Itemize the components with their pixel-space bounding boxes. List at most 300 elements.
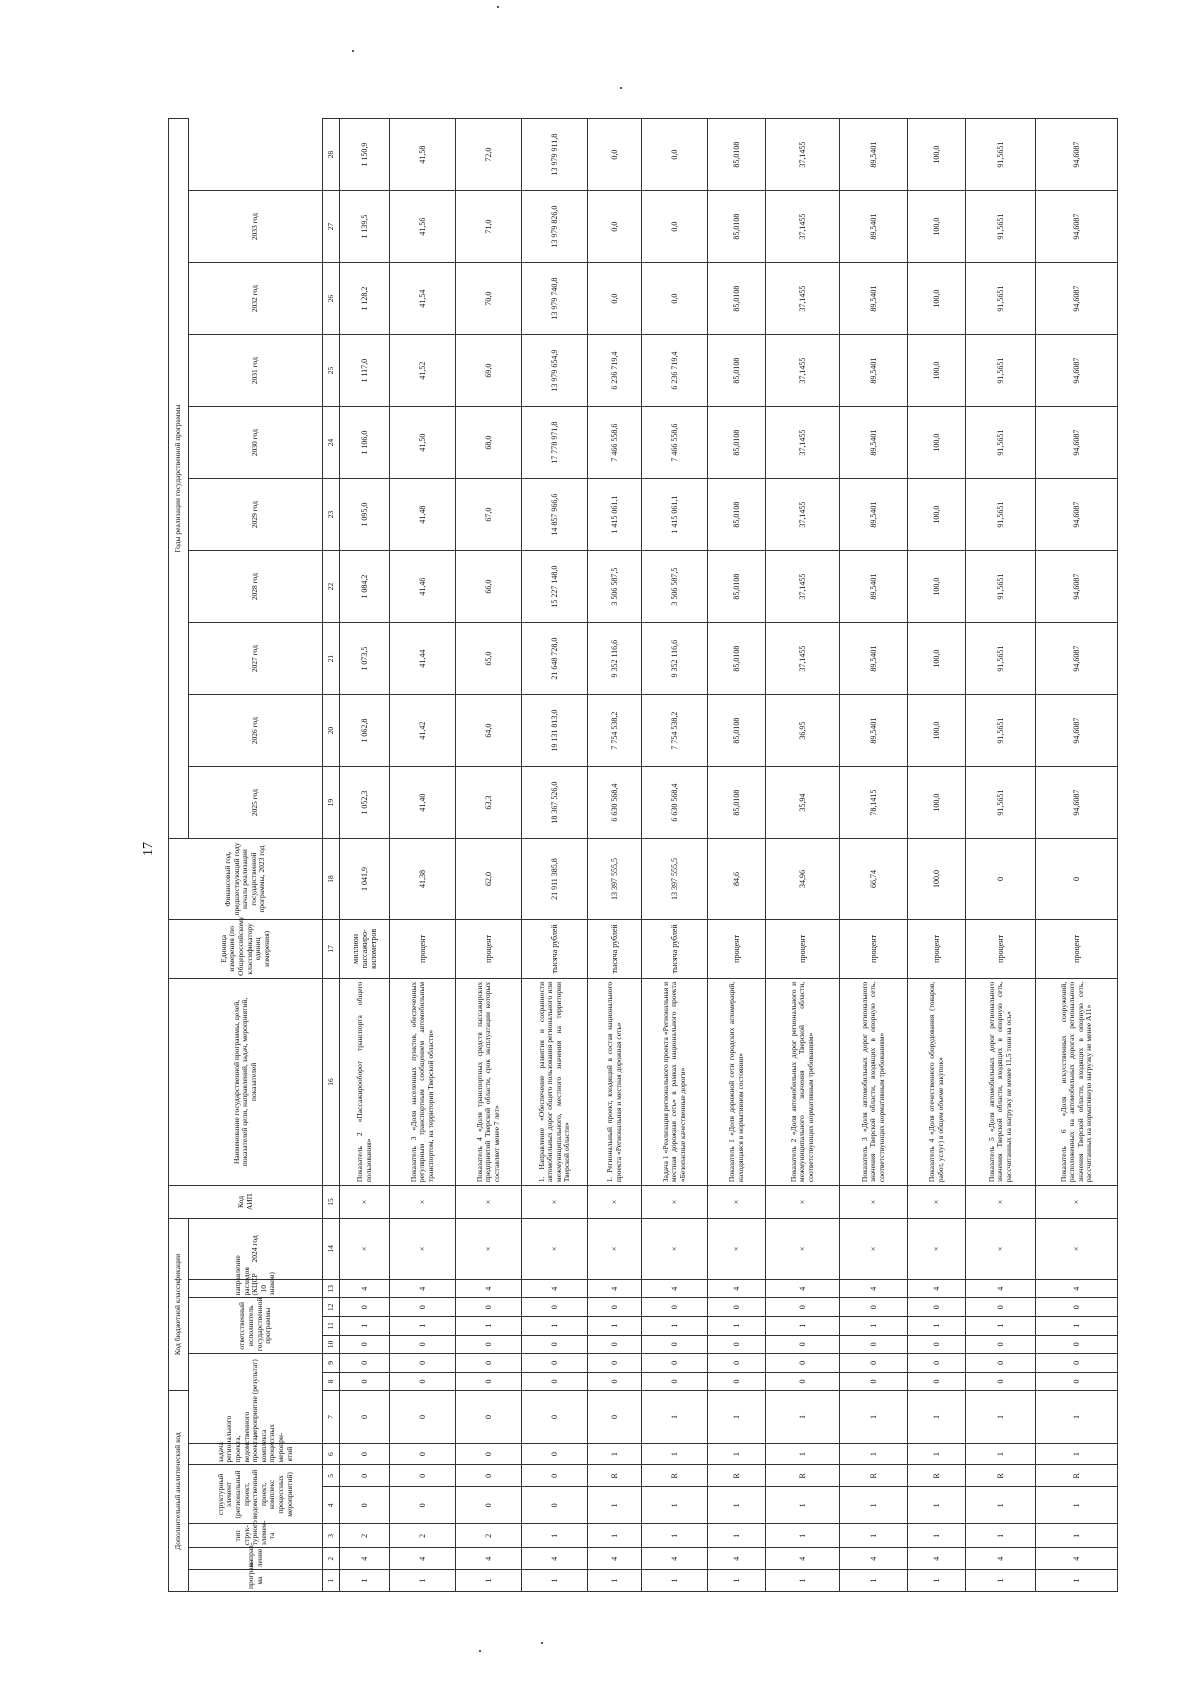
indicator-name-cell: Показатель 4 «Доля транспортных средств пассажирских предприятий Тверской области, срок эксплуатации которых составляет менее 7 лет»	[456, 978, 522, 1185]
scan-speck	[479, 1650, 481, 1652]
code-cell: 4	[766, 1548, 840, 1570]
value-cell: 3 506 587,5	[588, 551, 642, 623]
code-cell: 1	[966, 1391, 1036, 1443]
indicator-name-cell: Показатель 4 «Доля отечественного оборудования (товаров, работ, услуг) в общем объеме закупок»	[908, 978, 966, 1185]
code-cell: 0	[840, 1372, 908, 1391]
indicator-name-cell: Показатель 2 «Пассажирооборот транспорта общего пользования»	[340, 978, 390, 1185]
code-cell: 1	[1036, 1524, 1118, 1548]
value-cell: 1 062,8	[340, 695, 390, 767]
col-number: 3	[323, 1524, 340, 1548]
value-cell: 69,0	[456, 335, 522, 407]
value-cell: 13 979 740,8	[522, 263, 588, 335]
code-cell: 4	[588, 1279, 642, 1298]
value-cell: 41,54	[390, 263, 456, 335]
value-cell: 72,0	[456, 119, 522, 191]
code-cell: 1	[840, 1317, 908, 1336]
value-cell: 9 352 116,6	[642, 623, 708, 695]
code-cell: R	[1036, 1465, 1118, 1487]
code-cell: 2	[390, 1524, 456, 1548]
code-cell: 0	[340, 1443, 390, 1465]
code-cell: 0	[1036, 1298, 1118, 1317]
code-cell: 1	[766, 1317, 840, 1336]
value-cell: 7 754 538,2	[588, 695, 642, 767]
value-cell: 91,5651	[966, 623, 1036, 695]
code-cell: 4	[1036, 1279, 1118, 1298]
name-header: Наименование государственной программы, целей, показателей цели, направлений, задач, мероприятий, показателей	[169, 978, 323, 1185]
column-number-row	[323, 119, 340, 1592]
value-cell: 94,6087	[1036, 263, 1118, 335]
value-cell: 41,42	[390, 695, 456, 767]
code-cell: 1	[522, 1524, 588, 1548]
code-cell: R	[588, 1465, 642, 1487]
code-cell: ×	[340, 1218, 390, 1279]
value-cell: 0,0	[588, 119, 642, 191]
value-cell: 85,0108	[708, 551, 766, 623]
table-body	[340, 119, 1118, 1592]
value-cell: 100,0	[908, 623, 966, 695]
col-number: 28	[323, 119, 340, 191]
value-cell: 62,0	[456, 839, 522, 920]
value-cell: 68,0	[456, 407, 522, 479]
scan-speck	[497, 6, 499, 8]
value-cell: 78,1415	[840, 767, 908, 839]
code-cell: 0	[340, 1391, 390, 1443]
code-cell: 1	[908, 1443, 966, 1465]
value-cell: 1 415 061,1	[588, 479, 642, 551]
code-cell: 1	[1036, 1317, 1118, 1336]
code-cell: ×	[908, 1218, 966, 1279]
value-cell: 94,6087	[1036, 551, 1118, 623]
value-cell: 89,5401	[840, 407, 908, 479]
code-cell: 4	[390, 1279, 456, 1298]
code-cell: 2	[340, 1524, 390, 1548]
code-cell: 4	[340, 1548, 390, 1570]
code-cell: 0	[1036, 1335, 1118, 1354]
col-number: 26	[323, 263, 340, 335]
code-cell: 1	[588, 1487, 642, 1524]
code-cell: 0	[908, 1298, 966, 1317]
code-cell: 1	[766, 1524, 840, 1548]
value-cell: 37,1455	[766, 263, 840, 335]
code-cell: 1	[588, 1443, 642, 1465]
code-cell: 0	[588, 1298, 642, 1317]
code-cell: ×	[390, 1186, 456, 1219]
rotated-page	[168, 118, 1093, 1592]
value-cell: 91,5651	[966, 263, 1036, 335]
code-cell: ×	[840, 1218, 908, 1279]
table-row	[642, 119, 708, 1592]
code-cell: 1	[390, 1570, 456, 1592]
value-cell: 0	[1036, 839, 1118, 920]
code-cell: ×	[390, 1218, 456, 1279]
code-cell: ×	[340, 1186, 390, 1219]
code-cell: R	[766, 1465, 840, 1487]
col-number: 12	[323, 1298, 340, 1317]
programma-header: програм-ма	[189, 1570, 323, 1592]
value-cell: 0,0	[588, 191, 642, 263]
unit-cell: процент	[390, 919, 456, 978]
code-cell: 0	[642, 1372, 708, 1391]
code-cell: 0	[522, 1465, 588, 1487]
unit-cell: процент	[456, 919, 522, 978]
code-cell: 0	[456, 1298, 522, 1317]
napravlenie-header: направ-ление	[189, 1548, 323, 1570]
col-number: 24	[323, 407, 340, 479]
zadacha-header: задача регионального проекта, ведомственного проекта, комплекса процессных меропри-ятий	[189, 1443, 323, 1465]
code-cell: R	[966, 1465, 1036, 1487]
year-header: 2029 год	[189, 479, 323, 551]
value-cell: 85,0108	[708, 407, 766, 479]
code-cell: 4	[522, 1548, 588, 1570]
meropriyatie-header: мероприятие (результат)	[189, 1354, 323, 1444]
value-cell: 0,0	[642, 191, 708, 263]
code-cell: 0	[456, 1443, 522, 1465]
value-cell: 94,6087	[1036, 695, 1118, 767]
code-cell: ×	[588, 1218, 642, 1279]
code-cell: 1	[708, 1524, 766, 1548]
code-cell: ×	[456, 1186, 522, 1219]
code-cell: 1	[588, 1570, 642, 1592]
value-cell: 1 128,2	[340, 263, 390, 335]
ispolnitel-header: ответственный исполнитель государственной программы	[189, 1298, 323, 1354]
code-cell: ×	[908, 1186, 966, 1219]
year-header: 2033 год	[189, 191, 323, 263]
code-cell: 1	[908, 1317, 966, 1336]
code-cell: 4	[708, 1279, 766, 1298]
value-cell: 41,48	[390, 479, 456, 551]
value-cell: 91,5651	[966, 767, 1036, 839]
value-cell: 85,0108	[708, 263, 766, 335]
col-number: 9	[323, 1354, 340, 1373]
value-cell: 37,1455	[766, 479, 840, 551]
code-cell: 0	[340, 1372, 390, 1391]
code-cell: 4	[840, 1548, 908, 1570]
code-cell: 0	[908, 1354, 966, 1373]
code-cell: 0	[522, 1335, 588, 1354]
value-cell: 1 415 061,1	[642, 479, 708, 551]
code-cell: 1	[456, 1317, 522, 1336]
col-number: 18	[323, 839, 340, 920]
value-cell: 85,0108	[708, 767, 766, 839]
code-cell: ×	[708, 1218, 766, 1279]
value-cell: 100,0	[908, 551, 966, 623]
value-cell: 70,0	[456, 263, 522, 335]
col-number: 16	[323, 978, 340, 1185]
value-cell: 94,6087	[1036, 407, 1118, 479]
code-cell: ×	[966, 1186, 1036, 1219]
value-cell: 89,5401	[840, 263, 908, 335]
value-cell: 18 367 526,0	[522, 767, 588, 839]
col-number: 22	[323, 551, 340, 623]
code-cell: 1	[708, 1317, 766, 1336]
unit-cell: процент	[1036, 919, 1118, 978]
value-cell: 1 052,3	[340, 767, 390, 839]
budget-code-header: Код бюджетной классификации	[169, 1218, 189, 1390]
value-cell: 65,0	[456, 623, 522, 695]
code-cell: ×	[708, 1186, 766, 1219]
value-cell: 64,0	[456, 695, 522, 767]
code-cell: ×	[1036, 1218, 1118, 1279]
table-row	[1036, 119, 1118, 1592]
unit-cell: процент	[966, 919, 1036, 978]
code-cell: 1	[642, 1443, 708, 1465]
code-cell: 0	[908, 1335, 966, 1354]
year-header: 2024 год	[189, 1218, 323, 1279]
code-cell: 0	[642, 1354, 708, 1373]
code-cell: 2	[456, 1524, 522, 1548]
table-row	[708, 119, 766, 1592]
code-cell: 4	[456, 1548, 522, 1570]
code-cell: 1	[588, 1317, 642, 1336]
code-cell: ×	[522, 1218, 588, 1279]
code-cell: 0	[840, 1335, 908, 1354]
value-cell: 85,0108	[708, 479, 766, 551]
unit-cell: процент	[908, 919, 966, 978]
col-number: 10	[323, 1335, 340, 1354]
code-cell: 0	[766, 1298, 840, 1317]
value-cell: 91,5651	[966, 695, 1036, 767]
value-cell: 89,5401	[840, 335, 908, 407]
value-cell: 6 630 568,4	[588, 767, 642, 839]
col-number: 13	[323, 1279, 340, 1298]
value-cell: 89,5401	[840, 191, 908, 263]
value-cell: 21 911 385,8	[522, 839, 588, 920]
scan-speck	[352, 50, 354, 52]
value-cell: 7 466 558,6	[588, 407, 642, 479]
code-cell: ×	[522, 1186, 588, 1219]
code-cell: 0	[340, 1335, 390, 1354]
code-cell: 0	[588, 1372, 642, 1391]
value-cell: 94,6087	[1036, 479, 1118, 551]
value-cell: 1 139,5	[340, 191, 390, 263]
code-cell: 0	[390, 1487, 456, 1524]
code-cell: 4	[642, 1548, 708, 1570]
unit-cell: миллион пассажиро-километров	[340, 919, 390, 978]
code-cell: 0	[456, 1465, 522, 1487]
code-cell: 1	[642, 1391, 708, 1443]
table-row	[840, 119, 908, 1592]
code-cell: 1	[708, 1487, 766, 1524]
value-cell: 0	[966, 839, 1036, 920]
value-cell: 85,0108	[708, 623, 766, 695]
code-cell: 1	[840, 1487, 908, 1524]
code-cell: 0	[766, 1372, 840, 1391]
code-cell: 1	[642, 1487, 708, 1524]
code-cell: 0	[522, 1443, 588, 1465]
code-cell: 4	[642, 1279, 708, 1298]
year-header: 2025 год	[189, 767, 323, 839]
col-number: 17	[323, 919, 340, 978]
code-cell: 1	[708, 1391, 766, 1443]
code-cell: 4	[908, 1279, 966, 1298]
col-number: 25	[323, 335, 340, 407]
code-cell: 0	[966, 1372, 1036, 1391]
code-cell: ×	[456, 1218, 522, 1279]
code-cell: 0	[390, 1465, 456, 1487]
col-number: 27	[323, 191, 340, 263]
code-cell: 1	[522, 1317, 588, 1336]
value-cell: 0,0	[588, 263, 642, 335]
value-cell: 7 466 558,6	[642, 407, 708, 479]
indicator-name-cell: 1. Направление «Обеспечение развития и сохранности автомобильных дорог общего пользования регионального или межмуниципального, местного значения на территории Тверской области»	[522, 978, 588, 1185]
code-cell: 0	[390, 1372, 456, 1391]
code-cell: 0	[908, 1372, 966, 1391]
col-number: 20	[323, 695, 340, 767]
value-cell: 100,0	[908, 407, 966, 479]
col-number: 21	[323, 623, 340, 695]
code-cell: 4	[390, 1548, 456, 1570]
indicator-name-cell: Показатель 2 «Доля автомобильных дорог регионального и межмуниципального значения Тверской области, соответствующих нормативным требованиям»	[766, 978, 840, 1185]
value-cell: 35,94	[766, 767, 840, 839]
code-cell: 1	[908, 1570, 966, 1592]
unit-cell: процент	[708, 919, 766, 978]
table-row	[522, 119, 588, 1592]
value-cell: 14 857 966,6	[522, 479, 588, 551]
code-cell: 4	[908, 1548, 966, 1570]
value-cell: 89,5401	[840, 695, 908, 767]
code-cell: 1	[966, 1317, 1036, 1336]
code-cell: 4	[522, 1279, 588, 1298]
value-cell: 1 073,5	[340, 623, 390, 695]
code-cell: 1	[1036, 1487, 1118, 1524]
indicator-name-cell: Задача 1 «Реализация регионального проекта «Региональная и местная дорожная сеть» в рамках национального проекта «Безопасные качественные дороги»	[642, 978, 708, 1185]
col-number: 5	[323, 1465, 340, 1487]
code-cell: 0	[708, 1372, 766, 1391]
value-cell: 89,5401	[840, 479, 908, 551]
indicator-name-cell: 1. Региональный проект, входящий в состав национального проекта «Региональная и местная дорожная сеть»	[588, 978, 642, 1185]
code-cell: 0	[1036, 1354, 1118, 1373]
value-cell: 91,5651	[966, 191, 1036, 263]
code-cell: 1	[588, 1524, 642, 1548]
code-cell: R	[642, 1465, 708, 1487]
unit-cell: процент	[766, 919, 840, 978]
code-cell: 1	[390, 1317, 456, 1336]
napravlenie-rashodov-header: направление расходов (КЦСР 10 знаков)	[189, 1279, 323, 1298]
value-cell: 100,0	[908, 479, 966, 551]
fin-year-header: Финансовый год, предшествующий году начала реализации государственной программы, 2023 год	[169, 839, 323, 920]
value-cell: 17 778 971,8	[522, 407, 588, 479]
code-cell: 0	[766, 1335, 840, 1354]
code-cell: 1	[766, 1443, 840, 1465]
code-cell: 0	[522, 1487, 588, 1524]
code-cell: 0	[588, 1354, 642, 1373]
table-row	[456, 119, 522, 1592]
code-cell: 4	[1036, 1548, 1118, 1570]
col-number: 6	[323, 1443, 340, 1465]
value-cell: 100,0	[908, 335, 966, 407]
year-header: 2027 год	[189, 623, 323, 695]
value-cell: 41,56	[390, 191, 456, 263]
code-cell: 0	[966, 1335, 1036, 1354]
value-cell: 41,46	[390, 551, 456, 623]
value-cell: 6 630 568,4	[642, 767, 708, 839]
code-cell: 0	[966, 1298, 1036, 1317]
code-cell: 0	[340, 1354, 390, 1373]
code-cell: 1	[708, 1443, 766, 1465]
value-cell: 91,5651	[966, 551, 1036, 623]
code-cell: 0	[642, 1335, 708, 1354]
code-cell: 4	[588, 1548, 642, 1570]
code-cell: 1	[642, 1317, 708, 1336]
code-cell: 0	[708, 1335, 766, 1354]
value-cell: 37,1455	[766, 335, 840, 407]
code-cell: 1	[1036, 1570, 1118, 1592]
code-cell: 1	[908, 1524, 966, 1548]
code-cell: ×	[642, 1186, 708, 1219]
year-header: 2030 год	[189, 407, 323, 479]
years-group-header: Годы реализации государственной программы	[169, 119, 189, 839]
table-row	[966, 119, 1036, 1592]
table-row	[340, 119, 390, 1592]
value-cell: 9 352 116,6	[588, 623, 642, 695]
dop-code-header: Дополнительный аналитический код	[169, 1391, 189, 1592]
value-cell: 94,6087	[1036, 335, 1118, 407]
value-cell: 100,0	[908, 119, 966, 191]
code-cell: 1	[340, 1570, 390, 1592]
code-cell: 1	[766, 1391, 840, 1443]
value-cell: 37,1455	[766, 119, 840, 191]
col-number: 7	[323, 1391, 340, 1443]
indicator-name-cell: Показатель 3 «Доля населенных пунктов, обеспеченных регулярным транспортным сообщением автомобильным транспортом, на территории Тверской области»	[390, 978, 456, 1185]
code-cell: 4	[340, 1279, 390, 1298]
code-cell: 1	[966, 1443, 1036, 1465]
code-cell: 1	[840, 1570, 908, 1592]
value-cell: 15 227 148,0	[522, 551, 588, 623]
code-cell: 1	[966, 1524, 1036, 1548]
value-cell: 13 979 911,8	[522, 119, 588, 191]
value-cell: 63,3	[456, 767, 522, 839]
unit-cell: тысяча рублей	[588, 919, 642, 978]
value-cell: 41,44	[390, 623, 456, 695]
code-cell: ×	[588, 1186, 642, 1219]
year-header: 2026 год	[189, 695, 323, 767]
value-cell: 100,0	[908, 839, 966, 920]
value-cell: 91,5651	[966, 119, 1036, 191]
tip-header: тип струк-турного элемен-та	[189, 1524, 323, 1548]
code-cell: 1	[1036, 1443, 1118, 1465]
code-cell: ×	[840, 1186, 908, 1219]
code-cell: 0	[390, 1298, 456, 1317]
code-cell: ×	[1036, 1186, 1118, 1219]
value-cell: 94,6087	[1036, 191, 1118, 263]
value-cell: 91,5651	[966, 407, 1036, 479]
value-cell: 1 150,9	[340, 119, 390, 191]
value-cell: 1 117,0	[340, 335, 390, 407]
value-cell: 41,58	[390, 119, 456, 191]
code-cell: 1	[340, 1317, 390, 1336]
value-cell: 100,0	[908, 695, 966, 767]
code-cell: R	[840, 1465, 908, 1487]
code-cell: 4	[456, 1279, 522, 1298]
code-cell: 0	[966, 1354, 1036, 1373]
value-cell: 1 106,0	[340, 407, 390, 479]
code-cell: R	[708, 1465, 766, 1487]
table-row	[588, 119, 642, 1592]
code-cell: 1	[642, 1524, 708, 1548]
value-cell: 71,0	[456, 191, 522, 263]
code-cell: 1	[840, 1391, 908, 1443]
col-number: 2	[323, 1548, 340, 1570]
code-cell: 1	[456, 1570, 522, 1592]
value-cell: 3 506 587,5	[642, 551, 708, 623]
code-cell: 0	[708, 1298, 766, 1317]
value-cell: 13 979 654,9	[522, 335, 588, 407]
code-cell: 0	[456, 1335, 522, 1354]
indicator-name-cell: Показатель 1 «Доля дорожной сети городских агломераций, находящаяся в нормативном состоянии»	[708, 978, 766, 1185]
code-cell: 1	[966, 1570, 1036, 1592]
scan-speck	[620, 87, 622, 89]
value-cell: 13 397 555,5	[588, 839, 642, 920]
